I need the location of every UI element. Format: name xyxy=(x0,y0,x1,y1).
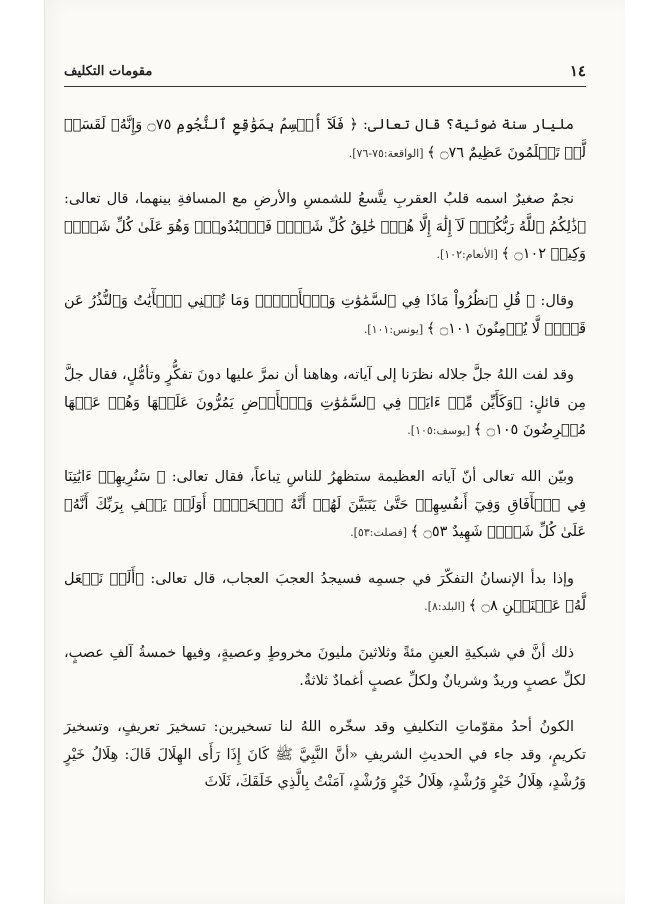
paragraph-text: نجمٌ صغيرٌ اسمه قلبُ العقربِ يتَّسعُ للشمسِ والأرضِ مع المسافةِ بينهما، قال تعالى: xyxy=(64,191,574,208)
paragraph-text: وبيّن الله تعالى أنّ آياته العظيمة ستظهرُ للناسِ تِباعاً، فقال تعالى: xyxy=(165,468,574,485)
verse-reference: [البلد:٨]. xyxy=(424,600,469,614)
paragraph-text: وقد لفت اللهُ جلَّ جلاله نظرَنا إلى آياته، وهاهنا أن نمرَّ عليها دونَ تفكُّرٍ وتأمُّلٍ، فقال جلَّ مِن قائلٍ: xyxy=(64,367,587,411)
paragraph xyxy=(64,464,586,547)
paragraph-text: ذلك أنَّ في شبكيةِ العينِ مئةً وثلاثينَ مليونَ مخروطٍ وعصيةٍ، وفيها خمسةُ آلفِ عصبٍ، لكلِّ عصبٍ وريدٌ وشريانٌ ولكلِّ عصبٍ أغمادٌ ثلاثةٌ. xyxy=(64,644,586,689)
paragraph xyxy=(64,640,586,695)
verse-reference: [يوسف:١٠٥]. xyxy=(407,424,474,438)
paragraph-text: وقال: xyxy=(534,292,574,309)
running-header xyxy=(64,62,586,86)
verse-reference: [يونس:١٠١]. xyxy=(363,322,427,336)
paragraph-text: مليار سنة ضوئية؟ قال تعالى: xyxy=(357,117,574,133)
verse-reference: [الأنعام:١٠٢]. xyxy=(436,248,502,262)
paragraph xyxy=(64,288,586,343)
quran-verse: ﴿ قُلِ ٱنظُرُواْ مَاذَا فِي ٱلسَّمَٰوَٰتِ وَٱلۡأَرۡضِۚ وَمَا تُغۡنِي ٱلۡأٓيَٰتُ وَٱلنُّذُرُ عَن قَوۡمٖ لَّا يُؤۡمِنُونَ ۝١٠١ ﴾ xyxy=(64,292,586,337)
quran-verse: ﴿أَلَمۡ نَجۡعَل لَّهُۥ عَيۡنَيۡنِ ۝٨ ﴾ xyxy=(64,570,586,615)
quran-verse: ﴿ذَٰلِكُمُ ٱللَّهُ رَبُّكُمۡۖ لَآ إِلَٰهَ إِلَّا هُوَۖ خَٰلِقُ كُلِّ شَيۡءٖ فَٱعۡبُدُوهُۚ وَهُوَ عَلَىٰ كُلِّ شَيۡءٖ وَكِيلٞ ۝١٠٢ ﴾ xyxy=(64,218,586,263)
page-number: ١٤ xyxy=(569,62,586,80)
paragraph xyxy=(64,112,586,167)
quran-verse: ﴿ فَلَآ أُقۡسِمُ بِمَوَٰقِعِ ٱلنُّجُومِ ۝٧٥ وَإِنَّهُۥ لَقَسَمٞ لَّوۡ تَعۡلَمُونَ عَظِيمٌ ۝٧٦ ﴾ xyxy=(64,117,586,161)
paragraph xyxy=(64,566,586,621)
page-body xyxy=(64,112,586,816)
chapter-title: مقومات التكليف xyxy=(64,64,153,79)
paragraph xyxy=(64,186,586,269)
paragraph xyxy=(64,362,586,445)
quran-verse: ﴿وَكَأَيِّن مِّنۡ ءَايَةٖ فِي ٱلسَّمَٰوَٰتِ وَٱلۡأَرۡضِ يَمُرُّونَ عَلَيۡهَا وَهُمۡ عَنۡهَا مُعۡرِضُونَ ۝١٠٥ ﴾ xyxy=(64,394,586,439)
paragraph-text: الكونُ أحدُ مقوّماتِ التكليفِ وقد سخّره اللهُ لنا تسخيرين: تسخيرَ تعريفٍ، وتسخيرَ تكريمٍ، وقد جاء في الحديثِ الشريفِ «أنَّ النَّبِيَّ ﷺ كَانَ إِذَا رَأَى الهِلَالَ قَالَ: هِلَالُ خَيْرٍ وَرُشْدٍ، هِلَالُ خَيْرٍ وَرُشْدٍ، هِلَالُ خَيْرٍ وَرُشْدٍ، آمَنْتُ بِالَّذِي خَلَقَكَ، ثَلَاثَ xyxy=(64,719,586,791)
header-rule xyxy=(64,86,586,87)
quran-verse: ﴿ سَنُرِيهِمۡ ءَايَٰتِنَا فِي ٱلۡأٓفَاقِ وَفِيٓ أَنفُسِهِمۡ حَتَّىٰ يَتَبَيَّنَ لَهُمۡ أَنَّهُ ٱلۡحَقُّۗ أَوَلَمۡ يَكۡفِ بِرَبِّكَ أَنَّهُۥ عَلَىٰ كُلِّ شَيۡءٖ شَهِيدٌ ۝٥٣ ﴾ xyxy=(64,468,586,541)
paragraph-text: وإذا بدأ الإنسانُ التفكّرَ في جسمِه فسيجدُ العجبَ العجاب، قال تعالى: xyxy=(143,570,575,587)
paragraph xyxy=(64,714,586,797)
verse-reference: [فصلت:٥٣]. xyxy=(350,526,411,540)
verse-reference: [الواقعة:٧٥-٧٦]. xyxy=(348,146,428,160)
